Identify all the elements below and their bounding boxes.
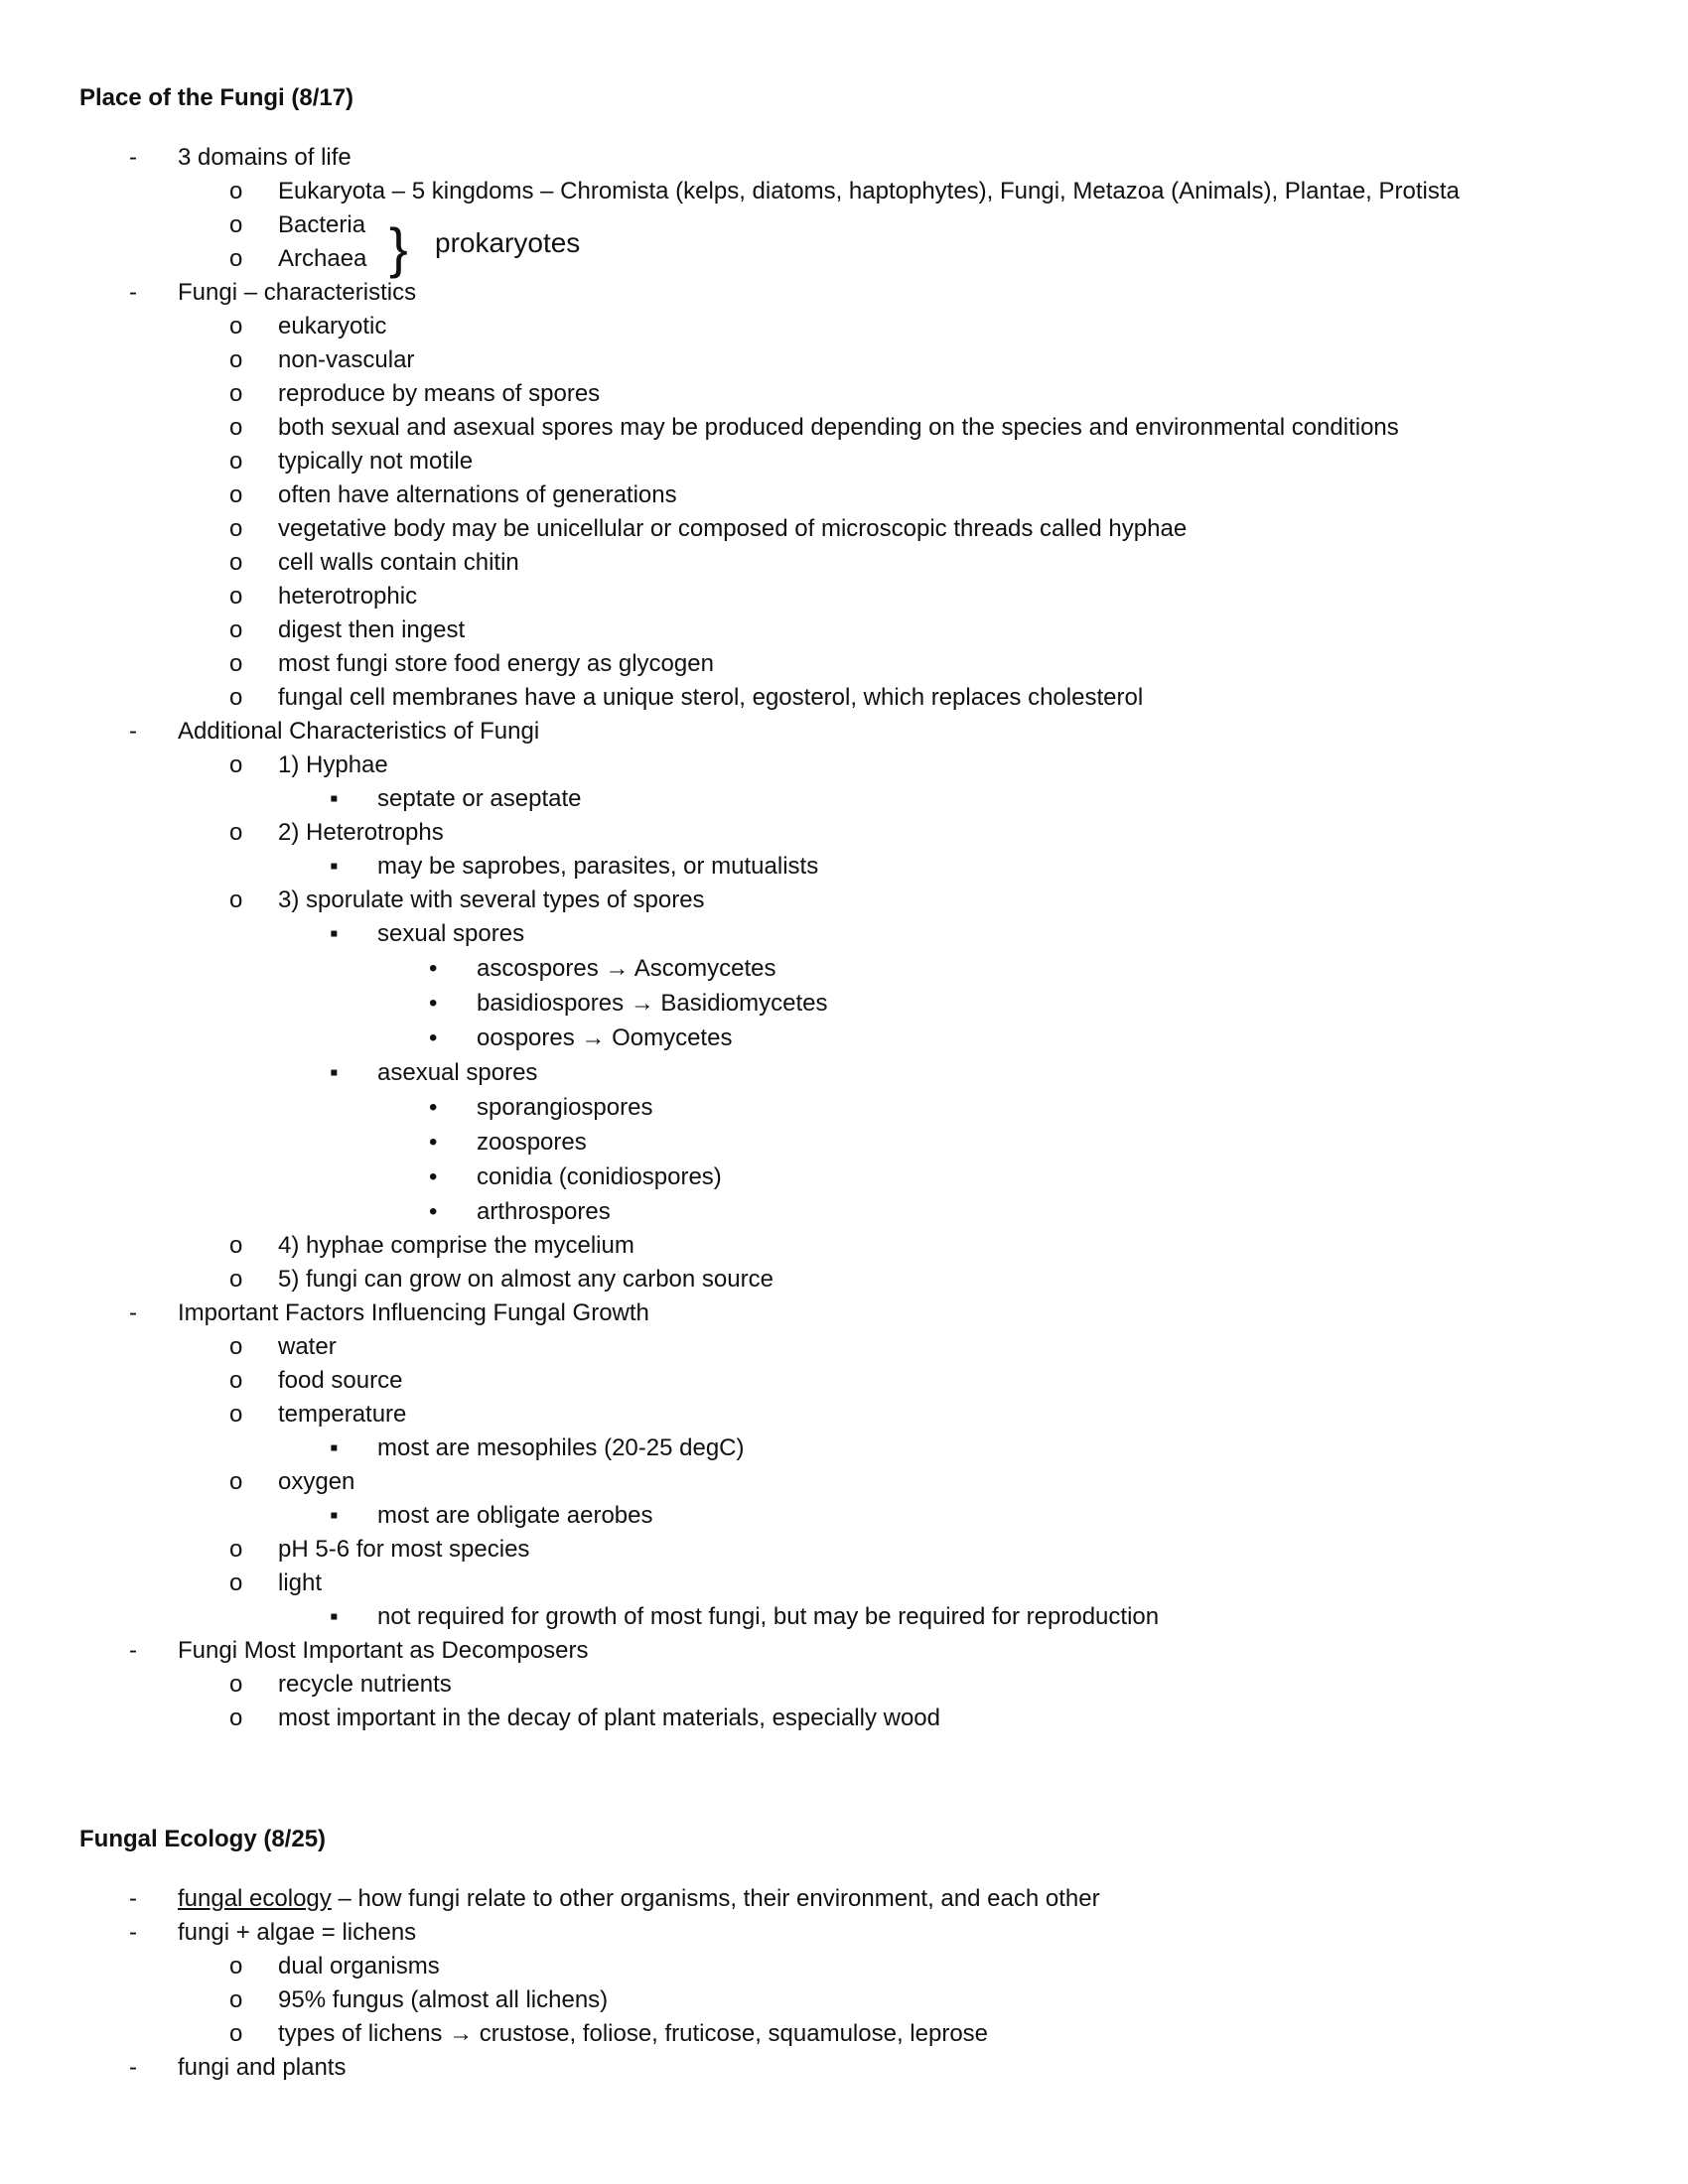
list-item: may be saprobes, parasites, or mutualists — [377, 853, 819, 880]
list-item: zoospores — [477, 1129, 587, 1156]
fungal-ecology-term: fungal ecology — [178, 1885, 332, 1912]
square-marker: ▪ — [330, 1059, 339, 1086]
circle-marker: o — [229, 245, 243, 272]
list-item: food source — [278, 1367, 403, 1394]
circle-marker: o — [229, 1953, 243, 1979]
circle-marker: o — [229, 1536, 243, 1563]
square-marker: ▪ — [330, 1434, 339, 1461]
list-item: sporangiospores — [477, 1094, 653, 1121]
list-item: 1) Hyphae — [278, 751, 388, 778]
dash-marker: - — [129, 279, 137, 306]
section-title-place-of-fungi: Place of the Fungi (8/17) — [79, 84, 354, 111]
fungi-and-plants-line: fungi and plants — [178, 2054, 347, 2081]
list-item: dual organisms — [278, 1953, 440, 1979]
bullet-marker: • — [429, 1198, 438, 1225]
list-item: oxygen — [278, 1468, 355, 1495]
circle-marker: o — [229, 751, 243, 778]
dash-marker: - — [129, 144, 137, 171]
circle-marker: o — [229, 1333, 243, 1360]
circle-marker: o — [229, 313, 243, 340]
circle-marker: o — [229, 1266, 243, 1293]
growth-factors-heading: Important Factors Influencing Fungal Growth — [178, 1299, 649, 1326]
dash-marker: - — [129, 1919, 137, 1946]
list-item: recycle nutrients — [278, 1671, 452, 1698]
circle-marker: o — [229, 549, 243, 576]
list-item: heterotrophic — [278, 583, 418, 610]
bullet-marker: • — [429, 1163, 438, 1190]
list-item: water — [278, 1333, 337, 1360]
square-marker: ▪ — [330, 1502, 339, 1529]
list-item: septate or aseptate — [377, 785, 582, 812]
dash-marker: - — [129, 1885, 137, 1912]
list-item: arthrospores — [477, 1198, 611, 1225]
list-item: most important in the decay of plant materials, especially wood — [278, 1705, 940, 1731]
list-item: not required for growth of most fungi, but may be required for reproduction — [377, 1603, 1160, 1630]
circle-marker: o — [229, 346, 243, 373]
circle-marker: o — [229, 1468, 243, 1495]
circle-marker: o — [229, 583, 243, 610]
dash-marker: - — [129, 1637, 137, 1664]
circle-marker: o — [229, 2020, 243, 2047]
bacteria-line: Bacteria — [278, 211, 366, 238]
square-marker: ▪ — [330, 1603, 339, 1630]
list-item: both sexual and asexual spores may be produced depending on the species and environmental conditions — [278, 414, 1399, 441]
section-title-fungal-ecology: Fungal Ecology (8/25) — [79, 1826, 327, 1852]
circle-marker: o — [229, 1705, 243, 1731]
bullet-marker: • — [429, 1129, 438, 1156]
archaea-line: Archaea — [278, 245, 367, 272]
fungal-ecology-def-text: – how fungi relate to other organisms, their environment, and each other — [331, 1885, 1100, 1912]
list-item: eukaryotic — [278, 313, 387, 340]
bullet-marker: • — [429, 990, 438, 1017]
dash-marker: - — [129, 1299, 137, 1326]
list-item: non-vascular — [278, 346, 415, 373]
eukaryota-line: Eukaryota – 5 kingdoms – Chromista (kelps, diatoms, haptophytes), Fungi, Metazoa (Animals), Plantae, Protista — [278, 178, 1460, 205]
list-item: temperature — [278, 1401, 407, 1428]
list-item: conidia (conidiospores) — [477, 1163, 722, 1190]
circle-marker: o — [229, 1401, 243, 1428]
circle-marker: o — [229, 1671, 243, 1698]
circle-marker: o — [229, 178, 243, 205]
circle-marker: o — [229, 211, 243, 238]
dash-marker: - — [129, 2054, 137, 2081]
circle-marker: o — [229, 1570, 243, 1596]
circle-marker: o — [229, 1232, 243, 1259]
list-item: ascospores → Ascomycetes — [477, 955, 776, 982]
list-item: digest then ingest — [278, 616, 466, 643]
list-item: often have alternations of generations — [278, 481, 677, 508]
bullet-marker: • — [429, 1094, 438, 1121]
list-item: light — [278, 1570, 323, 1596]
list-item: most are obligate aerobes — [377, 1502, 653, 1529]
circle-marker: o — [229, 887, 243, 913]
circle-marker: o — [229, 684, 243, 711]
circle-marker: o — [229, 616, 243, 643]
circle-marker: o — [229, 515, 243, 542]
right-brace-icon: } — [389, 216, 408, 279]
list-item: cell walls contain chitin — [278, 549, 519, 576]
list-item: most fungi store food energy as glycogen — [278, 650, 714, 677]
square-marker: ▪ — [330, 920, 339, 947]
fungal-ecology-definition — [178, 1884, 1100, 1914]
prokaryotes-label: prokaryotes — [435, 227, 581, 258]
circle-marker: o — [229, 650, 243, 677]
list-item: 5) fungi can grow on almost any carbon source — [278, 1266, 774, 1293]
lichens-line: fungi + algae = lichens — [178, 1919, 417, 1946]
dash-marker: - — [129, 718, 137, 745]
circle-marker: o — [229, 1986, 243, 2013]
additional-characteristics-heading: Additional Characteristics of Fungi — [178, 718, 540, 745]
list-item: most are mesophiles (20-25 degC) — [377, 1434, 745, 1461]
list-item: asexual spores — [377, 1059, 538, 1086]
circle-marker: o — [229, 380, 243, 407]
list-item: 4) hyphae comprise the mycelium — [278, 1232, 634, 1259]
list-item: oospores → Oomycetes — [477, 1024, 733, 1051]
list-item: typically not motile — [278, 448, 474, 475]
list-item: 2) Heterotrophs — [278, 819, 444, 846]
list-item: pH 5-6 for most species — [278, 1536, 530, 1563]
square-marker: ▪ — [330, 853, 339, 880]
list-item: sexual spores — [377, 920, 525, 947]
characteristics-heading: Fungi – characteristics — [178, 279, 417, 306]
list-item: types of lichens → crustose, foliose, fruticose, squamulose, leprose — [278, 2020, 989, 2047]
list-item: reproduce by means of spores — [278, 380, 601, 407]
circle-marker: o — [229, 481, 243, 508]
bullet-marker: • — [429, 1024, 438, 1051]
circle-marker: o — [229, 448, 243, 475]
list-item: vegetative body may be unicellular or composed of microscopic threads called hyphae — [278, 515, 1188, 542]
bullet-marker: • — [429, 955, 438, 982]
list-item: 95% fungus (almost all lichens) — [278, 1986, 609, 2013]
list-item: basidiospores → Basidiomycetes — [477, 990, 828, 1017]
domains-line: 3 domains of life — [178, 144, 352, 171]
circle-marker: o — [229, 819, 243, 846]
decomposers-heading: Fungi Most Important as Decomposers — [178, 1637, 589, 1664]
list-item: 3) sporulate with several types of spores — [278, 887, 705, 913]
circle-marker: o — [229, 1367, 243, 1394]
list-item: fungal cell membranes have a unique sterol, egosterol, which replaces cholesterol — [278, 684, 1144, 711]
square-marker: ▪ — [330, 785, 339, 812]
circle-marker: o — [229, 414, 243, 441]
